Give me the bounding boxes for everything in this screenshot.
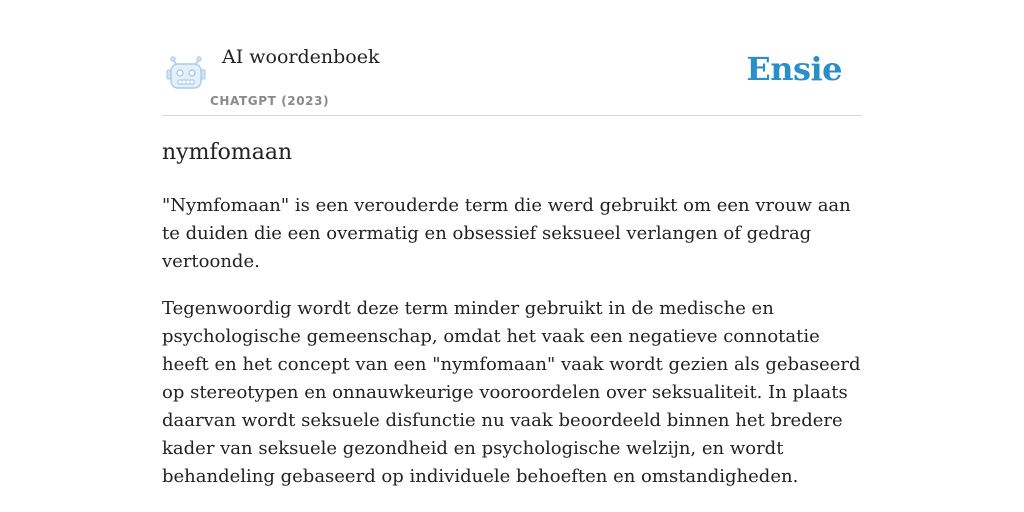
- definition-paragraph: Tegenwoordig wordt deze term minder gebruikt in de medische en psychologische gemeenschap, omdat het vaak een negatieve connotatie heeft en het concept van een "nymfomaan" vaak wordt gezien als gebaseerd op stereotypen en onnauwkeurige vooroordelen over seksualiteit. In plaats daarvan wordt seksuele disfunctie nu vaak beoordeeld binnen het bredere kader van seksuele gezondheid en psychologische welzijn, en wordt behandeling gebaseerd op individuele behoeften en omstandigheden.: [162, 298, 861, 487]
- source-title: AI woordenboek: [222, 46, 380, 68]
- source-subtitle: CHATGPT (2023): [210, 94, 330, 108]
- entry-term: nymfomaan: [162, 140, 293, 165]
- entry-definition: [162, 192, 862, 510]
- definition-paragraph: "Nymfomaan" is een verouderde term die werd gebruikt om een vrouw aan te duiden die een overmatig en obsessief seksueel verlangen of gedrag vertoonde.: [162, 195, 851, 272]
- entry-header: [162, 0, 862, 116]
- entry-card: [162, 0, 862, 512]
- robot-icon: [166, 52, 206, 90]
- brand-logo-link[interactable]: Ensie: [746, 50, 842, 88]
